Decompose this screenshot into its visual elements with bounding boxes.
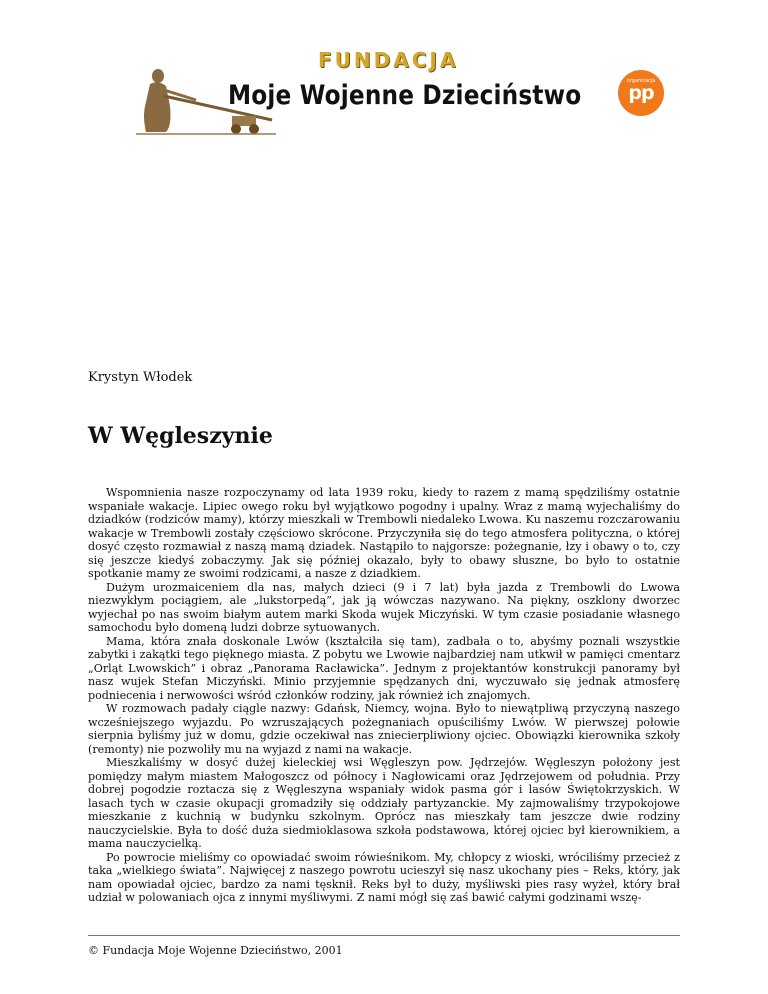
paragraph: Dużym urozmaiceniem dla nas, małych dzieci (9 i 7 lat) była jazda z Trembowli do Lwowa niezwykłym pociągiem, ale „lukstorpedą”, jak ją wówczas nazywano. Na piękny, oszklony dworzec wyjechał po nas swoim białym autem marki Skoda wujek Miczyński. W tym czasie posiadanie własnego samochodu było domeną ludzi dobrze sytuowanych.: [88, 580, 680, 634]
logo-title: Moje Wojenne Dzieciństwo: [228, 80, 582, 111]
author-name: Krystyn Włodek: [88, 370, 193, 385]
badge-small-text: organizacja: [626, 78, 656, 84]
organization-badge-icon: [618, 70, 664, 116]
paragraph: W rozmowach padały ciągle nazwy: Gdańsk, Niemcy, wojna. Było to niewątpliwą przyczyną naszego wcześniejszego wyjazdu. Po wzruszających pożegnaniach opuściliśmy Lwów. W pierwszej połowie sierpnia byliśmy już w domu, gdzie oczekiwał nas zniecierpliwiony ojciec. Obowiązki kierownika szkoły (remonty) nie pozwoliły mu na wyjazd z nami na wakacje.: [88, 702, 680, 756]
footer-copyright: © Fundacja Moje Wojenne Dzieciństwo, 2001: [88, 944, 343, 957]
badge-main-text: pp: [628, 82, 654, 104]
article-title: W Węgleszynie: [88, 423, 273, 449]
paragraph: Mieszkaliśmy w dosyć dużej kieleckiej wsi Węgleszyn pow. Jędrzejów. Węgleszyn położony jest pomiędzy małym miastem Małogoszcz od północy i Nagłowicami oraz Jędrzejowem od południa. Przy dobrej pogodzie roztacza się z Węgleszyna wspaniały widok pasma gór i lasów Świętokrzyskich. W lasach tych w czasie okupacji gromadziły się oddziały partyzanckie. My zajmowaliśmy trzypokojowe mieszkanie z kuchnią w budynku szkolnym. Oprócz nas mieszkały tam jeszcze dwie rodziny nauczycielskie. Była to dość duża siedmioklasowa szkoła podstawowa, której ojciec był kierownikiem, a mama nauczycielką.: [88, 756, 680, 850]
paragraph: Po powrocie mieliśmy co opowiadać swoim rówieśnikom. My, chłopcy z wioski, wróciliśmy przecież z taka „wielkiego świata”. Najwięcej z naszego powrotu ucieszył się nasz ukochany pies – Reks, który, jak nam opowiadał ojciec, bardzo za nami tęsknił. Reks był to duży, myśliwski pies rasy wyżeł, który brał udział w polowaniach ojca z innymi myśliwymi. Z nami mógł się zaś bawić całymi godzinami wszę-: [88, 850, 680, 904]
article-body: [88, 486, 680, 905]
page-header: [0, 0, 768, 150]
paragraph: Wspomnienia nasze rozpoczynamy od lata 1939 roku, kiedy to razem z mamą spędziliśmy ostatnie wspaniałe wakacje. Lipiec owego roku był wyjątkowo pogodny i upalny. Wraz z mamą wyjechaliśmy do dziadków (rodziców mamy), którzy mieszkali w Trembowli niedaleko Lwowa. Ku naszemu rozczarowaniu wakacje w Trembowli zostały częściowo skrócone. Przyczyniła się do tego atmosfera polityczna, o której dosyć często rozmawiał z naszą mamą dziadek. Nastąpiło to najgorsze: pożegnanie, łzy i obawy o to, czy się jeszcze kiedyś zobaczymy. Jak się później okazało, były to obawy słuszne, bo było to ostatnie spotkanie mamy ze swoimi rodzicami, a nasze z dziadkiem.: [88, 486, 680, 580]
paragraph: Mama, która znała doskonale Lwów (kształciła się tam), zadbała o to, abyśmy poznali wszystkie zabytki i zakątki tego pięknego miasta. Z pobytu we Lwowie najbardziej nam utkwił w pamięci cmentarz „Orląt Lwowskich” i obraz „Panorama Racławicka”. Jednym z projektantów konstrukcji panoramy był nasz wujek Stefan Miczyński. Minio przyjemnie spędzanych dni, wyczuwało się jednak atmosferę podniecenia i nerwowości wśród członków rodziny, jak również ich znajomych.: [88, 634, 680, 702]
logo-fundacja-text: FUNDACJA: [318, 48, 459, 72]
footer-divider: [88, 935, 680, 936]
